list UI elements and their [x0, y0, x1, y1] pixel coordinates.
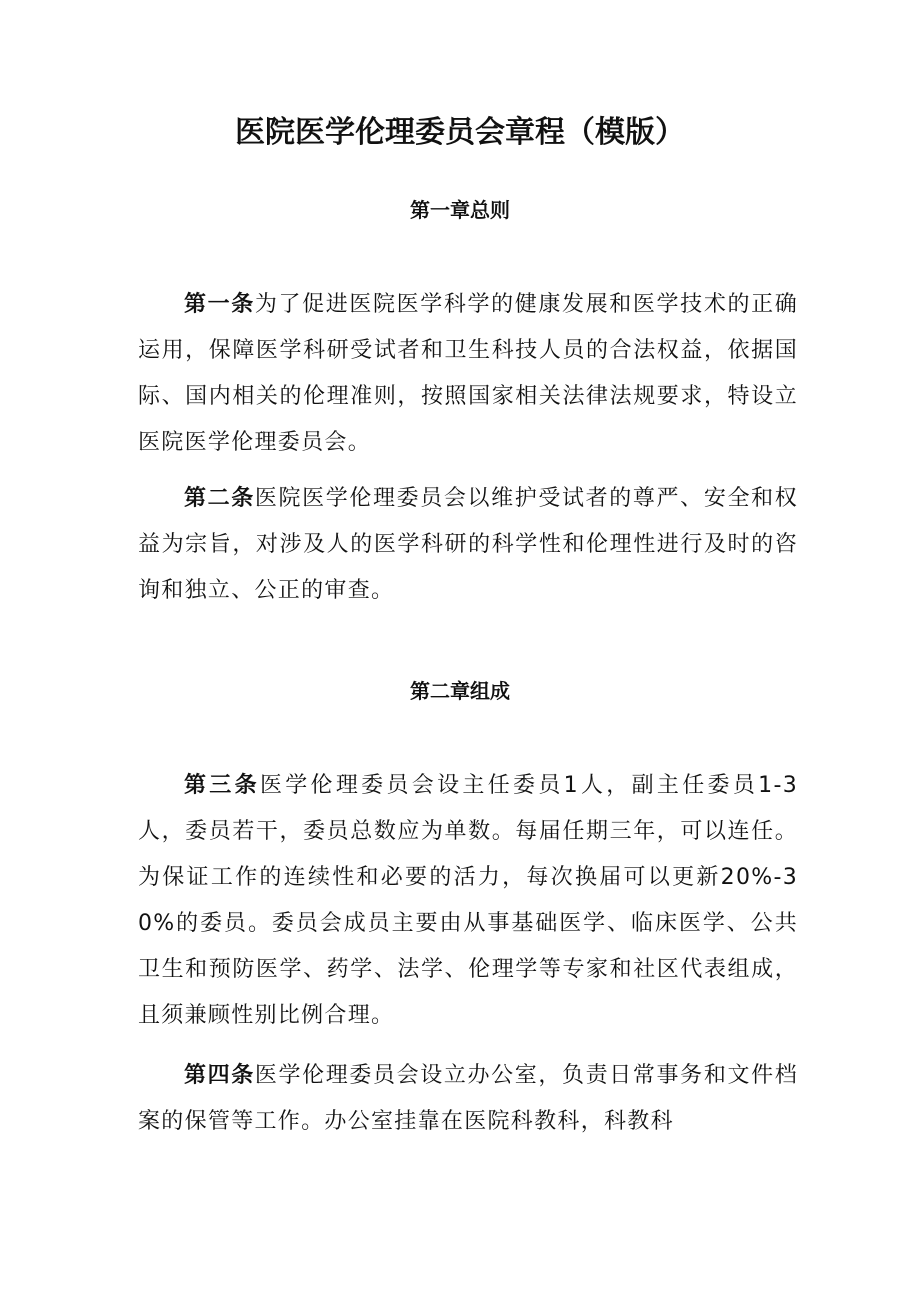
- article-label: 第三条: [184, 773, 260, 798]
- article-text: 为了促进医院医学科学的健康发展和医学技术的正确运用，保障医学科研受试者和卫生科技人员的合法权益，依据国际、国内相关的伦理准则，按照国家相关法律法规要求，特设立医院医学伦理委员会。: [138, 292, 798, 455]
- article-label: 第二条: [184, 486, 255, 511]
- document-title: 医院医学伦理委员会章程（模版）: [235, 115, 685, 150]
- article-label: 第四条: [184, 1063, 255, 1088]
- article-paragraph: [138, 763, 798, 1039]
- article-text: 医学伦理委员会设立办公室，负责日常事务和文件档案的保管等工作。办公室挂靠在医院科教科，科教科: [138, 1063, 798, 1134]
- article-text: 医学伦理委员会设主任委员1人，副主任委员1-3人，委员若干，委员总数应为单数。每届任期三年，可以连任。为保证工作的连续性和必要的活力，每次换届可以更新20%-30%的委员。委员会成员主要由从事基础医学、临床医学、公共卫生和预防医学、药学、法学、伦理学等专家和社区代表组成，且须兼顾性别比例合理。: [138, 773, 798, 1028]
- article-paragraph: [138, 282, 798, 466]
- chapter-heading: 第二章组成: [410, 679, 510, 703]
- article-label: 第一条: [184, 292, 255, 317]
- chapter-heading: 第一章总则: [410, 198, 510, 222]
- article-paragraph: [138, 476, 798, 614]
- article-paragraph: [138, 1053, 798, 1145]
- article-text: 医院医学伦理委员会以维护受试者的尊严、安全和权益为宗旨，对涉及人的医学科研的科学性和伦理性进行及时的咨询和独立、公正的审查。: [138, 486, 798, 603]
